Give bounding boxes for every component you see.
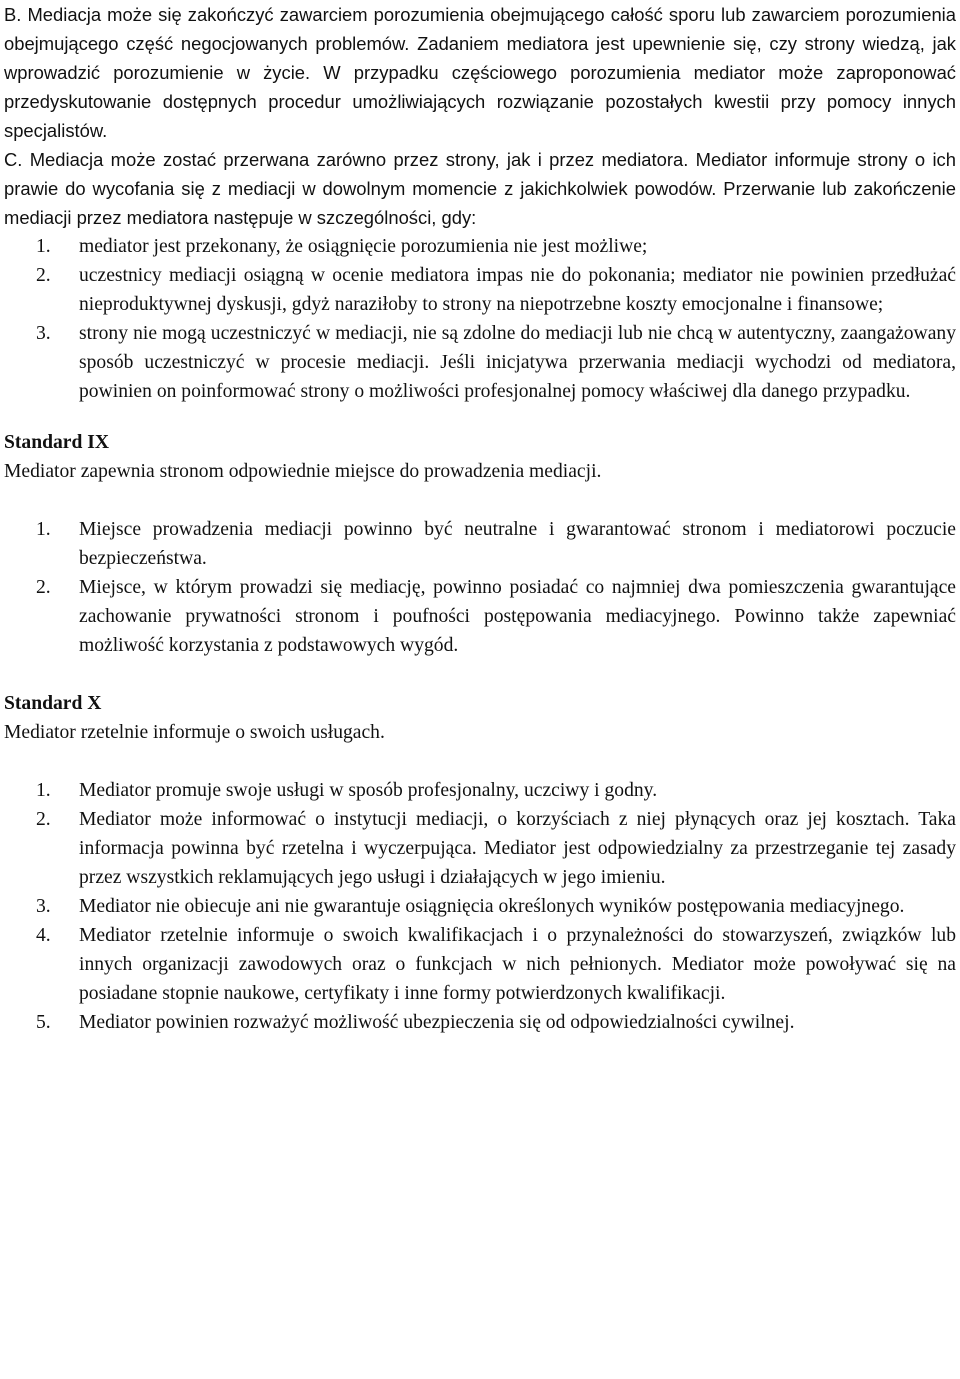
list-item-text: Mediator promuje swoje usługi w sposób profesjonalny, uczciwy i godny.: [79, 780, 658, 801]
standard-ix-heading: Standard IX: [4, 432, 110, 453]
section-b-text-1: B. Mediacja może się zakończyć zawarciem porozumienia obejmującego całość sporu lub zawarciem porozumienia obejmującego część negocjowanych problemów. Zadaniem mediatora jest upewnienie się, czy strony wiedzą, jak wprowadzić porozumienie w życie.: [4, 4, 956, 83]
section-b-paragraph: [4, 0, 956, 145]
list-item-text: Mediator może informować o instytucji mediacji, o korzyściach z niej płynących oraz jej kosztach. Taka informacja powinna być rzetelna i wyczerpująca. Mediator jest odpowiedzialny za przestrzeganie tej zasady przez wszystkich reklamujących jego usługi i działających w jego imieniu.: [79, 809, 956, 888]
standard-x-heading: Standard X: [4, 693, 102, 714]
section-b-text-2: W przypadku częściowego porozumienia mediator może zaproponować przedyskutowanie dostępnych procedur umożliwiających rozwiązanie pozostałych kwestii przy pomocy innych specjalistów.: [4, 62, 956, 141]
standard-x-list: [4, 776, 956, 1037]
list-item-text: Mediator nie obiecuje ani nie gwarantuje osiągnięcia określonych wyników postępowania mediacyjnego.: [79, 896, 905, 917]
list-item-text: strony nie mogą uczestniczyć w mediacji, nie są zdolne do mediacji lub nie chcą w autentyczny, zaangażowany sposób uczestniczyć w procesie mediacji. Jeśli inicjatywa przerwania mediacji wychodzi od mediatora, powinien on poinformować strony o możliwości profesjonalnej pomocy właściwej dla danego przypadku.: [79, 323, 956, 402]
list-item: [4, 892, 956, 921]
list-item-text: mediator jest przekonany, że osiągnięcie porozumienia nie jest możliwe;: [79, 236, 648, 257]
list-item-number: 3.: [36, 323, 51, 344]
list-item: [4, 921, 956, 1008]
list-item-text: uczestnicy mediacji osiągną w ocenie mediatora impas nie do pokonania; mediator nie powinien przedłużać nieproduktywnej dyskusji, gdyż naraziłoby to strony na niepotrzebne koszty emocjonalne i finansowe;: [79, 265, 956, 315]
section-c-intro-2: Mediator informuje strony o ich prawie do wycofania się z mediacji w dowolnym momencie z jakichkolwiek powodów.: [4, 149, 956, 199]
list-item-number: 3.: [36, 896, 51, 917]
list-item-text: Mediator powinien rozważyć możliwość ubezpieczenia się od odpowiedzialności cywilnej.: [79, 1012, 795, 1033]
list-item: [4, 573, 956, 660]
list-item-number: 5.: [36, 1012, 51, 1033]
list-item-text: Miejsce prowadzenia mediacji powinno być neutralne i gwarantować stronom i mediatorowi poczucie bezpieczeństwa.: [79, 519, 956, 569]
list-item: [4, 1008, 956, 1037]
list-item-number: 1.: [36, 519, 51, 540]
list-item-number: 1.: [36, 236, 51, 257]
list-item: [4, 232, 956, 261]
list-item: [4, 776, 956, 805]
list-item: [4, 515, 956, 573]
list-item-number: 2.: [36, 809, 51, 830]
section-c-paragraph: [4, 145, 956, 232]
standard-ix-summary: Mediator zapewnia stronom odpowiednie miejsce do prowadzenia mediacji.: [4, 461, 602, 482]
standard-x-summary: Mediator rzetelnie informuje o swoich usługach.: [4, 722, 385, 743]
list-item-number: 2.: [36, 265, 51, 286]
list-item: [4, 261, 956, 319]
list-item-text: Miejsce, w którym prowadzi się mediację, powinno posiadać co najmniej dwa pomieszczenia gwarantujące zachowanie prywatności stronom i poufności postępowania mediacyjnego. Powinno także zapewniać możliwość korzystania z podstawowych wygód.: [79, 577, 956, 656]
list-item-number: 1.: [36, 780, 51, 801]
standard-ix-list: [4, 515, 956, 660]
section-c-intro-1: C. Mediacja może zostać przerwana zarówno przez strony, jak i przez mediatora.: [4, 149, 689, 170]
list-item: [4, 319, 956, 406]
section-c-list: [4, 232, 956, 406]
list-item-number: 2.: [36, 577, 51, 598]
list-item: [4, 805, 956, 892]
list-item-text: Mediator rzetelnie informuje o swoich kwalifikacjach i o przynależności do stowarzyszeń, związków lub innych organizacji zawodowych oraz o funkcjach w nich pełnionych. Mediator może powoływać się na posiadane stopnie naukowe, certyfikaty i inne formy potwierdzonych kwalifikacji.: [79, 925, 956, 1004]
list-item-number: 4.: [36, 925, 51, 946]
section-c-intro-3: Przerwanie lub zakończenie mediacji przez mediatora następuje w szczególności, gdy:: [4, 178, 956, 228]
